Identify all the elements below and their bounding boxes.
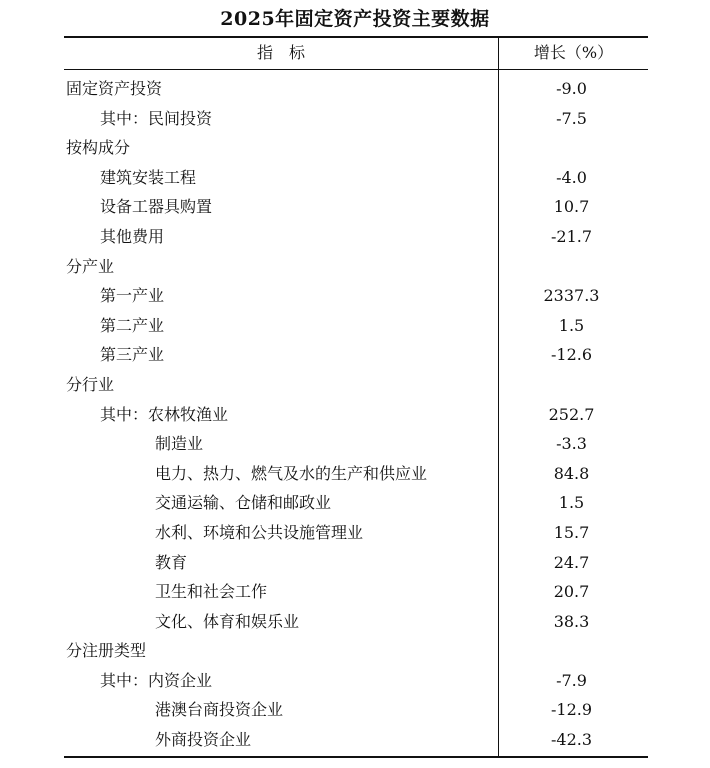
data-table	[64, 36, 648, 758]
row-value: 252.7	[548, 404, 595, 424]
table-header-rule	[64, 69, 648, 70]
table-row	[64, 340, 648, 370]
row-value: 1.5	[558, 493, 585, 513]
row-value: -7.5	[556, 108, 587, 128]
table-row	[64, 607, 648, 637]
row-value: -42.3	[550, 730, 593, 750]
table-row	[64, 725, 648, 755]
row-label: 按构成分	[66, 138, 131, 158]
row-value: 38.3	[553, 611, 590, 631]
row-label: 其中：农林牧渔业	[100, 404, 229, 424]
table-bottom-rule	[64, 756, 648, 758]
row-value: -12.9	[550, 700, 593, 720]
row-value: -12.6	[550, 345, 593, 365]
row-label: 第一产业	[100, 286, 165, 306]
row-value: -3.3	[556, 434, 587, 454]
row-label: 其中：内资企业	[100, 670, 213, 690]
table-row	[64, 459, 648, 489]
row-label: 分产业	[66, 256, 115, 276]
row-value: 2337.3	[543, 286, 600, 306]
row-value: -9.0	[556, 79, 587, 98]
table-title: 2025年固定资产投资主要数据	[220, 8, 490, 30]
table-row	[64, 400, 648, 430]
column-header-indicator: 指 标	[256, 43, 305, 62]
row-value: 10.7	[553, 197, 590, 217]
table-row	[64, 163, 648, 193]
table-row	[64, 429, 648, 459]
table-row	[64, 133, 648, 163]
row-value: -4.0	[556, 167, 587, 187]
column-header-growth: 增长（%）	[533, 43, 614, 62]
row-label: 分注册类型	[66, 641, 147, 661]
row-value: 1.5	[558, 315, 585, 335]
row-label: 交通运输、仓储和邮政业	[155, 493, 332, 513]
table-body	[64, 74, 648, 755]
table-row	[64, 252, 648, 282]
row-label: 固定资产投资	[66, 79, 163, 98]
row-value: 24.7	[553, 552, 590, 572]
row-value: -21.7	[550, 226, 593, 246]
table-row	[64, 577, 648, 607]
row-value: -7.9	[556, 670, 587, 690]
row-label: 其他费用	[100, 226, 165, 246]
row-value: 20.7	[553, 582, 590, 602]
table-row	[64, 518, 648, 548]
table-row	[64, 636, 648, 666]
row-label: 设备工器具购置	[100, 197, 213, 217]
table-row	[64, 370, 648, 400]
table-row	[64, 548, 648, 578]
row-label: 文化、体育和娱乐业	[155, 611, 300, 631]
row-label: 其中：民间投资	[100, 108, 213, 128]
row-label: 外商投资企业	[155, 730, 252, 750]
row-label: 电力、热力、燃气及水的生产和供应业	[155, 463, 428, 483]
table-row	[64, 74, 648, 104]
row-label: 港澳台商投资企业	[155, 700, 284, 720]
row-label: 建筑安装工程	[100, 167, 197, 187]
table-row	[64, 222, 648, 252]
table-row	[64, 488, 648, 518]
row-value: 15.7	[553, 522, 590, 542]
table-row	[64, 192, 648, 222]
row-label: 卫生和社会工作	[155, 582, 268, 602]
row-label: 第三产业	[100, 345, 165, 365]
row-label: 第二产业	[100, 315, 165, 335]
row-value: 84.8	[553, 463, 590, 483]
table-row	[64, 104, 648, 134]
table-row	[64, 695, 648, 725]
row-label: 制造业	[155, 434, 204, 454]
table-row	[64, 281, 648, 311]
row-label: 水利、环境和公共设施管理业	[155, 522, 364, 542]
table-row	[64, 311, 648, 341]
table-row	[64, 666, 648, 696]
row-label: 分行业	[66, 374, 115, 394]
row-label: 教育	[155, 552, 188, 572]
